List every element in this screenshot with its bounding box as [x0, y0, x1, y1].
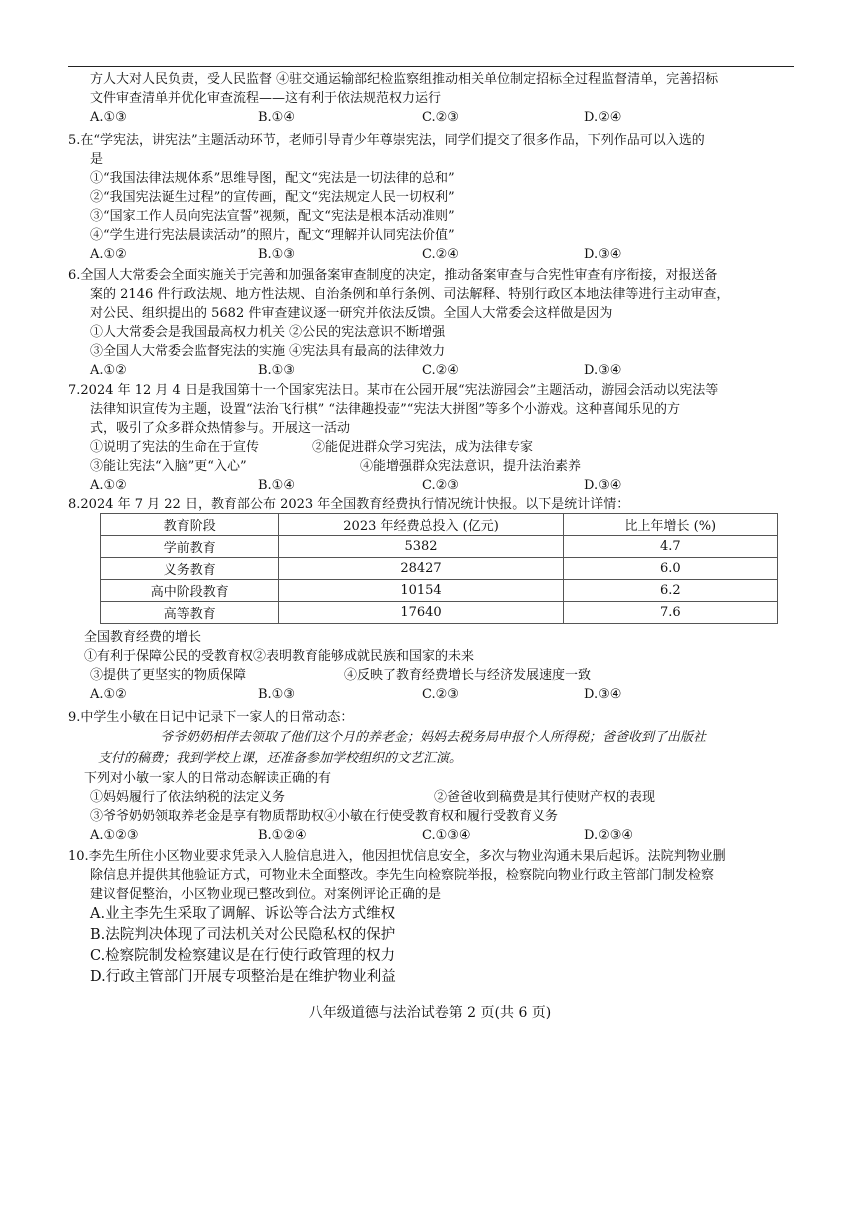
table-cell: 10154: [279, 580, 563, 602]
question-stem: 5.在“学宪法，讲宪法”主题活动环节，老师引导青少年尊崇宪法，同学们提交了很多作品，下列作品可以入选的: [68, 133, 705, 148]
option-b[interactable]: B.法院判决体现了司法机关对公民隐私权的保护: [90, 927, 396, 943]
statement-item: ③提供了更坚实的物质保障: [90, 668, 247, 683]
statistics-table: [100, 513, 778, 624]
option-d[interactable]: D.②③④: [584, 828, 634, 843]
options-row: [68, 245, 808, 264]
statement-row: [68, 438, 808, 457]
text-line: 文件审查清单并优化审查流程——这有利于依法规范权力运行: [90, 91, 442, 106]
question-stem: 对公民、组织提出的 5682 件审查建议逐一研究并依法反馈。全国人大常委会这样做是因为: [90, 306, 613, 321]
option-a[interactable]: A.①③: [90, 110, 127, 125]
option-d[interactable]: D.③④: [584, 363, 622, 378]
table-cell: 7.6: [563, 602, 777, 624]
option-b[interactable]: B.①③: [258, 363, 295, 378]
question-stem: 全国教育经费的增长: [84, 630, 202, 645]
option-a[interactable]: A.①②③: [90, 828, 139, 843]
question-9: [68, 708, 808, 845]
table-header-row: [101, 514, 778, 536]
statement-item: ①妈妈履行了依法纳税的法定义务: [90, 790, 286, 805]
statement-item: ③能让宪法“入脑”更“入心”: [90, 459, 247, 474]
question-stem: 式，吸引了众多群众热情参与。开展这一活动: [90, 421, 351, 436]
question-8-tail: [68, 628, 808, 704]
question-10: [68, 847, 808, 988]
table-cell: 5382: [279, 536, 563, 558]
statement-item: ①“我国法律法规体系”思维导图，配文“宪法是一切法律的总和”: [90, 171, 455, 186]
question-8: [68, 495, 808, 514]
table-cell: 义务教育: [101, 558, 279, 580]
table-header: 2023 年经费总投入 (亿元): [279, 514, 563, 536]
options-row: [68, 826, 808, 845]
option-d[interactable]: D.③④: [584, 247, 622, 262]
question-stem: 是: [90, 152, 104, 167]
statement-item: ②爸爸收到稿费是其行使财产权的表现: [434, 790, 656, 805]
table-cell: 28427: [279, 558, 563, 580]
statement-item: ②“我国宪法诞生过程”的宣传画，配文“宪法规定人民一切权利”: [90, 190, 455, 205]
option-b[interactable]: B.①④: [258, 478, 295, 493]
question-stem: 建议督促整治，小区物业现已整改到位。对案例评论正确的是: [90, 887, 442, 902]
option-a[interactable]: A.①②: [90, 687, 127, 702]
option-c[interactable]: C.①③④: [422, 828, 471, 843]
statement-item: ①有利于保障公民的受教育权②表明教育能够成就民族和国家的未来: [84, 649, 475, 664]
question-stem: 9.中学生小敏在日记中记录下一家人的日常动态：: [68, 710, 354, 725]
statement-item: ①人大常委会是我国最高权力机关 ②公民的宪法意识不断增强: [90, 325, 446, 340]
option-d[interactable]: D.③④: [584, 478, 622, 493]
option-b[interactable]: B.①③: [258, 247, 295, 262]
table-cell: 17640: [279, 602, 563, 624]
option-d[interactable]: D.③④: [584, 687, 622, 702]
statement-row: [68, 666, 808, 685]
option-d[interactable]: D.行政主管部门开展专项整治是在维护物业利益: [90, 969, 396, 985]
question-stem: 法律知识宣传为主题，设置“法治飞行棋” “法律趣投壶”“宪法大拼图”等多个小游戏。这种喜闻乐见的方: [90, 402, 681, 417]
table-cell: 学前教育: [101, 536, 279, 558]
statement-item: ④能增强群众宪法意识，提升法治素养: [360, 459, 582, 474]
statement-item: ③全国人大常委会监督宪法的实施 ④宪法具有最高的法律效力: [90, 344, 446, 359]
question-6: [68, 266, 808, 380]
diary-quote: 支付的稿费；我到学校上课，还准备参加学校组织的文艺汇演。: [98, 751, 463, 766]
table-row: [101, 602, 778, 624]
text-line: 方人大对人民负责，受人民监督 ④驻交通运输部纪检监察组推动相关单位制定招标全过程监督清单，完善招标: [90, 72, 719, 87]
options-row: [68, 476, 808, 495]
question-7: [68, 381, 808, 495]
question-stem: 6.全国人大常委会全面实施关于完善和加强备案审查制度的决定，推动备案审查与合宪性审查有序衔接，对报送备: [68, 268, 718, 283]
question-stem: 案的 2146 件行政法规、地方性法规、自治条例和单行条例、司法解释、特别行政区本地法律等进行主动审查，: [90, 287, 730, 302]
statement-row: [68, 457, 808, 476]
statement-item: ④反映了教育经费增长与经济发展速度一致: [344, 668, 592, 683]
table-cell: 高等教育: [101, 602, 279, 624]
question-stem: 除信息并提供其他验证方式，可物业未全面整改。李先生向检察院举报，检察院向物业行政主管部门制发检察: [90, 868, 715, 883]
option-d[interactable]: D.②④: [584, 110, 622, 125]
question-5: [68, 131, 808, 264]
options-row: [68, 361, 808, 380]
option-a[interactable]: A.①②: [90, 247, 127, 262]
option-b[interactable]: B.①②④: [258, 828, 307, 843]
option-b[interactable]: B.①④: [258, 110, 295, 125]
option-a[interactable]: A.①②: [90, 478, 127, 493]
options-row: [68, 685, 808, 704]
diary-quote: 爷爷奶奶相伴去领取了他们这个月的养老金；妈妈去税务局申报个人所得税；爸爸收到了出版社: [160, 730, 707, 745]
table-header: 教育阶段: [101, 514, 279, 536]
option-c[interactable]: C.②③: [422, 110, 459, 125]
page-footer: 八年级道德与法治试卷第 2 页(共 6 页): [308, 1005, 552, 1021]
question-stem: 7.2024 年 12 月 4 日是我国第十一个国家宪法日。某市在公园开展“宪法游园会”主题活动，游园会活动以宪法等: [68, 383, 719, 398]
option-c[interactable]: C.②④: [422, 363, 459, 378]
table-cell: 4.7: [563, 536, 777, 558]
table-cell: 高中阶段教育: [101, 580, 279, 602]
question-stem: 8.2024 年 7 月 22 日，教育部公布 2023 年全国教育经费执行情况统计快报。以下是统计详情：: [68, 497, 630, 512]
table-row: [101, 558, 778, 580]
option-c[interactable]: C.②③: [422, 687, 459, 702]
option-a[interactable]: A.业主李先生采取了调解、诉讼等合法方式维权: [90, 906, 396, 922]
table-row: [101, 580, 778, 602]
statement-item: ③“国家工作人员向宪法宣誓”视频，配文“宪法是根本活动准则”: [90, 209, 455, 224]
table-cell: 6.0: [563, 558, 777, 580]
option-b[interactable]: B.①③: [258, 687, 295, 702]
table-row: [101, 536, 778, 558]
statement-item: ④“学生进行宪法晨读活动”的照片，配文“理解并认同宪法价值”: [90, 228, 455, 243]
table-header: 比上年增长 (%): [563, 514, 777, 536]
option-c[interactable]: C.检察院制发检察建议是在行使行政管理的权力: [90, 948, 396, 964]
statement-item: ③爷爷奶奶领取养老金是享有物质帮助权④小敏在行使受教育权和履行受教育义务: [90, 809, 559, 824]
question-stem: 10.李先生所住小区物业要求凭录入人脸信息进入，他因担忧信息安全，多次与物业沟通未果后起诉。法院判物业删: [68, 849, 726, 864]
table-cell: 6.2: [563, 580, 777, 602]
option-a[interactable]: A.①②: [90, 363, 127, 378]
statement-row: [68, 788, 808, 807]
statement-item: ①说明了宪法的生命在于宣传: [90, 440, 260, 455]
option-c[interactable]: C.②④: [422, 247, 459, 262]
options-row: [68, 108, 808, 127]
question-4-continuation: [68, 70, 808, 127]
question-stem: 下列对小敏一家人的日常动态解读正确的有: [84, 771, 332, 786]
statement-item: ②能促进群众学习宪法，成为法律专家: [312, 440, 534, 455]
top-rule: [68, 66, 794, 67]
option-c[interactable]: C.②③: [422, 478, 459, 493]
